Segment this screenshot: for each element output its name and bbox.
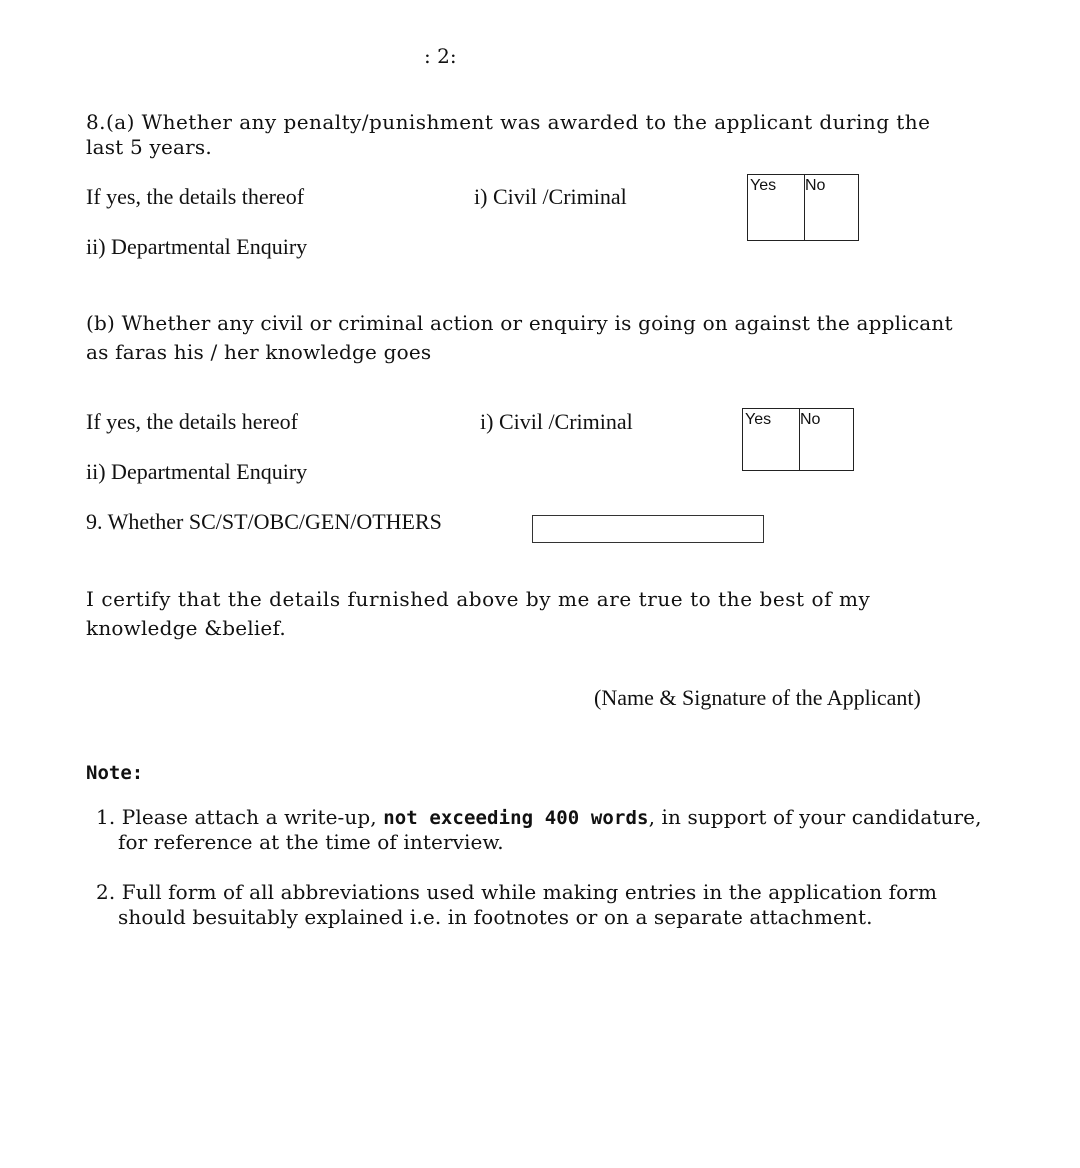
q9-category-input[interactable] [532,515,764,543]
note-item-2-line1 [96,880,937,904]
note-item-1-line1 [96,805,982,829]
q8b-question-line1: (b) Whether any civil or criminal action or enquiry is going on against the applicant [86,311,953,335]
q8b-civil-criminal-label: i) Civil /Criminal [480,409,633,434]
note-item-1-pre: Please attach a write-up, [121,805,384,829]
q8a-no-cell[interactable] [803,175,858,240]
note-item-2-text: Full form of all abbreviations used while making entries in the application form [121,880,938,904]
q8a-question-line2: last 5 years. [86,135,212,159]
certification-line2: knowledge &belief. [86,616,286,640]
q8b-if-yes-label: If yes, the details hereof [86,409,298,434]
note-item-1-line2: for reference at the time of interview. [118,830,504,854]
certification-line1: I certify that the details furnished above by me are true to the best of my [86,587,871,611]
q8a-no-label: No [805,177,826,194]
note-item-1-post: , in support of your candidature, [648,805,982,829]
note-item-1-bold: not exceeding 400 words [383,807,649,829]
note-item-2-number: 2. [96,880,116,904]
q8a-civil-criminal-label: i) Civil /Criminal [474,184,627,209]
q8a-question-line1: 8.(a) Whether any penalty/punishment was awarded to the applicant during the [86,110,931,134]
q8b-yes-cell[interactable] [743,409,800,470]
q8b-yes-label: Yes [745,411,772,428]
q9-category-label: 9. Whether SC/ST/OBC/GEN/OTHERS [86,509,442,534]
note-item-1-number: 1. [96,805,116,829]
q8a-yes-no-box [747,174,859,241]
q8b-yes-no-box [742,408,854,471]
q8b-departmental-enquiry-label: ii) Departmental Enquiry [86,459,308,484]
q8a-yes-label: Yes [750,177,777,194]
page-number: : 2: [424,44,457,68]
q8b-question-line2: as faras his / her knowledge goes [86,340,432,364]
q8a-if-yes-label: If yes, the details thereof [86,184,305,209]
signature-label: (Name & Signature of the Applicant) [594,685,921,710]
q8b-no-label: No [800,411,821,428]
q8a-yes-cell[interactable] [748,175,805,240]
q8b-no-cell[interactable] [798,409,853,470]
note-heading: Note: [86,762,144,784]
q8a-departmental-enquiry-label: ii) Departmental Enquiry [86,234,308,259]
note-item-2-line2: should besuitably explained i.e. in footnotes or on a separate attachment. [118,905,873,929]
